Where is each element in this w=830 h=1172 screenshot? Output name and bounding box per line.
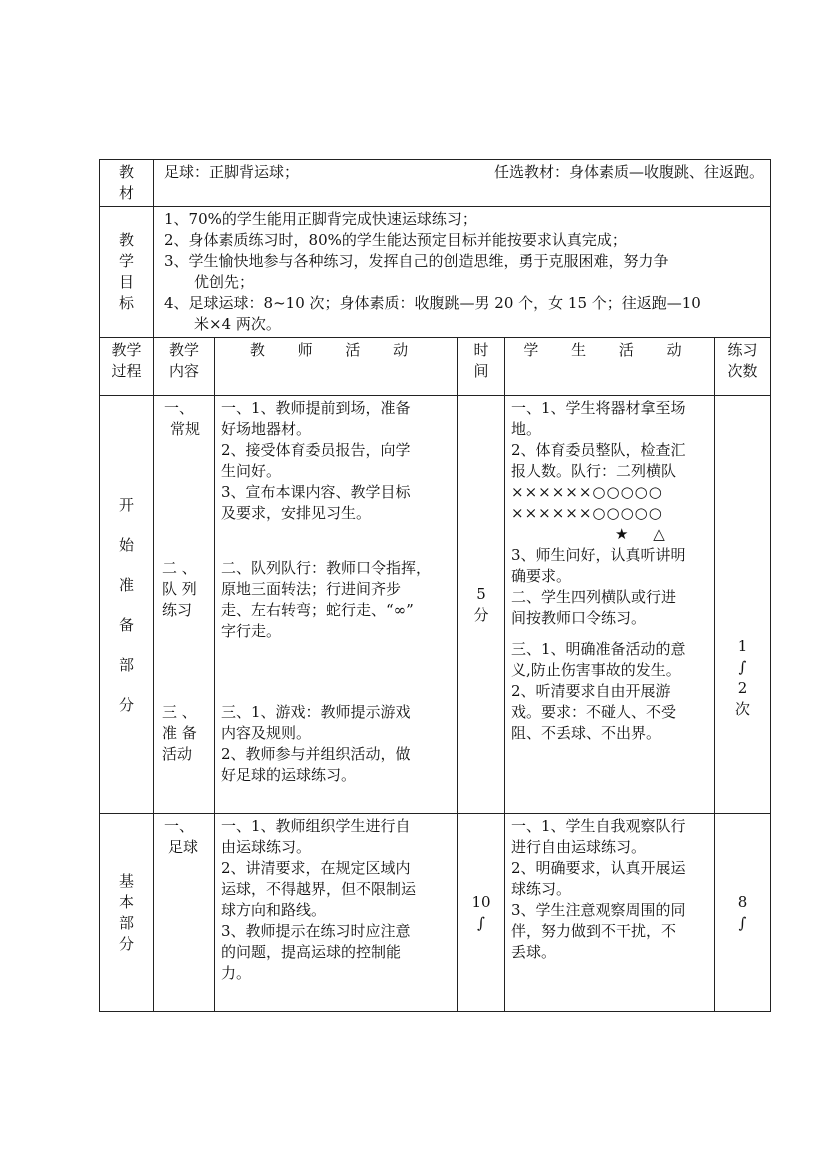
materials-label — [100, 160, 154, 207]
teacher-block — [221, 558, 451, 702]
goals-text — [154, 207, 771, 338]
goals-row — [100, 207, 771, 338]
section-start-practice — [715, 396, 771, 814]
goals-label — [100, 207, 154, 338]
student-line: 一、1、学生自我观察队行 — [511, 817, 686, 835]
formation-line: ××××××○○○○○ — [511, 483, 663, 501]
label-char: 教 — [118, 163, 134, 181]
header-text: 教学 — [168, 341, 199, 359]
time-text: 5 — [476, 584, 486, 603]
student-line: 进行自由运球练习。 — [511, 838, 647, 856]
practice-text: 次 — [734, 700, 750, 718]
header-teacher: 教 师 活 动 — [215, 338, 458, 396]
section-start-content — [154, 396, 215, 814]
section-basic-label — [100, 814, 154, 1012]
student-line: 确要求。 — [511, 567, 572, 585]
section-start-student — [505, 396, 715, 814]
student-line: 报人数。队行：二列横队 — [511, 462, 677, 480]
label-char: 本 — [118, 892, 134, 911]
content-text: 一、 — [164, 817, 195, 835]
student-line: 2、听清要求自由开展游 — [511, 682, 671, 700]
teacher-line: 2、教师参与并组织活动，做 — [221, 745, 411, 763]
student-line: 丢球。 — [511, 943, 557, 961]
materials-row — [100, 160, 771, 207]
teacher-line: 三、1、游戏：教师提示游戏 — [221, 703, 411, 721]
teacher-line: 由运球练习。 — [221, 838, 312, 856]
teacher-line: 3、宣布本课内容、教学目标 — [221, 483, 411, 501]
header-content — [154, 338, 215, 396]
label-char: 分 — [118, 934, 134, 953]
header-student: 学 生 活 动 — [505, 338, 715, 396]
teacher-line: 好足球的运球练习。 — [221, 766, 357, 784]
formation-markers — [511, 524, 708, 545]
header-text: 内容 — [168, 362, 199, 380]
student-line: 一、1、学生将器材拿至场 — [511, 399, 686, 417]
practice-text: ∫ — [738, 658, 747, 676]
content-block — [162, 398, 208, 558]
teacher-line: 2、讲清要求，在规定区域内 — [221, 859, 411, 877]
time-text: ∫ — [477, 913, 485, 932]
section-basic-student — [505, 814, 715, 1012]
star-icon: ★ — [615, 525, 629, 543]
lesson-plan-table — [99, 159, 771, 1012]
content-text: 常规 — [170, 420, 201, 438]
practice-text: ∫ — [738, 913, 747, 932]
formation-line: ××××××○○○○○ — [511, 504, 663, 522]
content-text: 三 、 — [162, 703, 197, 721]
time-text: 分 — [473, 605, 489, 624]
student-line: 球练习。 — [511, 880, 572, 898]
content-block — [162, 702, 208, 765]
teacher-line: 球方向和路线。 — [221, 901, 327, 919]
section-start-teacher — [215, 396, 458, 814]
goal-line: 4、足球运球：8~10 次；身体素质：收腹跳—男 20 个，女 15 个；往返跑—10 — [164, 294, 701, 312]
practice-text: 2 — [737, 679, 748, 697]
teacher-line: 生问好。 — [221, 462, 282, 480]
section-start-row — [100, 396, 771, 814]
header-practice — [715, 338, 771, 396]
student-line: 2、明确要求，认真开展运 — [511, 859, 686, 877]
content-text: 一、 — [164, 399, 195, 417]
goal-line: 3、学生愉快地参与各种练习，发挥自己的创造思维，勇于克服困难，努力争 — [164, 252, 669, 270]
teacher-line: 好场地器材。 — [221, 420, 312, 438]
header-text: 时 — [473, 341, 489, 359]
student-line: 地。 — [511, 420, 542, 438]
goal-line: 2、身体素质练习时，80%的学生能达预定目标并能按要求认真完成； — [164, 231, 627, 249]
label-char: 开 — [118, 495, 134, 514]
label-char: 准 — [118, 575, 134, 594]
teacher-line: 的问题，提高运球的控制能 — [221, 943, 402, 961]
content-text: 队 列 — [162, 580, 197, 598]
teacher-line: 一、1、教师组织学生进行自 — [221, 817, 411, 835]
section-basic-row — [100, 814, 771, 1012]
practice-text: 8 — [737, 892, 748, 911]
header-time — [458, 338, 505, 396]
student-line: 3、学生注意观察周围的同 — [511, 901, 686, 919]
label-char: 部 — [118, 913, 134, 932]
header-text: 次数 — [727, 362, 758, 380]
section-start-time — [458, 396, 505, 814]
content-text: 足球 — [168, 838, 199, 856]
label-char: 教 — [118, 231, 134, 249]
label-char: 备 — [118, 615, 134, 634]
header-text: 过程 — [111, 362, 142, 380]
label-char: 分 — [118, 695, 134, 714]
teacher-line: 及要求，安排见习生。 — [221, 504, 372, 522]
student-line: 三、1、明确准备活动的意 — [511, 640, 686, 658]
section-start-label — [100, 396, 154, 814]
content-text: 练习 — [162, 601, 193, 619]
label-char: 目 — [118, 273, 134, 291]
teacher-line: 2、接受体育委员报告，向学 — [221, 441, 411, 459]
student-line: 义,防止伤害事故的发生。 — [511, 661, 681, 679]
teacher-line: 走、左右转弯；蛇行走、“∞” — [221, 601, 414, 619]
header-row — [100, 338, 771, 396]
content-block — [162, 558, 208, 702]
label-char: 部 — [118, 655, 134, 674]
student-line: 伴，努力做到不干扰，不 — [511, 922, 677, 940]
time-text: 10 — [471, 892, 491, 911]
teacher-line: 力。 — [221, 964, 252, 982]
label-char: 标 — [118, 294, 134, 312]
student-line: 间按教师口令练习。 — [511, 609, 647, 627]
student-line: 戏。要求：不碰人、不受 — [511, 703, 677, 721]
teacher-line: 内容及规则。 — [221, 724, 312, 742]
section-basic-practice — [715, 814, 771, 1012]
triangle-icon: △ — [653, 525, 665, 543]
student-line: 二、学生四列横队或行进 — [511, 588, 677, 606]
section-basic-time — [458, 814, 505, 1012]
goal-line: 1、70%的学生能用正脚背完成快速运球练习； — [164, 210, 477, 228]
goal-line: 优创先； — [164, 273, 255, 291]
teacher-block — [221, 398, 451, 558]
teacher-line: 运球，不得越界，但不限制运 — [221, 880, 417, 898]
header-text: 练习 — [727, 341, 758, 359]
content-text: 准 备 — [162, 724, 197, 742]
student-line: 2、体育委员整队，检查汇 — [511, 441, 686, 459]
section-basic-teacher — [215, 814, 458, 1012]
header-process — [100, 338, 154, 396]
header-text: 间 — [473, 362, 489, 380]
teacher-line: 字行走。 — [221, 622, 282, 640]
student-line: 3、师生问好，认真听讲明 — [511, 546, 686, 564]
label-char: 基 — [118, 871, 134, 890]
materials-text — [154, 160, 771, 207]
teacher-line: 原地三面转法；行进间齐步 — [221, 580, 402, 598]
teacher-line: 3、教师提示在练习时应注意 — [221, 922, 411, 940]
section-basic-content — [154, 814, 215, 1012]
materials-left: 足球：正脚背运球； — [164, 163, 300, 181]
label-char: 学 — [118, 252, 134, 270]
practice-text: 1 — [737, 637, 748, 655]
header-text: 教学 — [111, 341, 142, 359]
label-char: 始 — [118, 535, 134, 554]
content-text: 活动 — [162, 745, 193, 763]
goal-line: 米×4 两次。 — [164, 315, 281, 333]
student-line: 阻、不丢球、不出界。 — [511, 724, 662, 742]
teacher-line: 一、1、教师提前到场，准备 — [221, 399, 411, 417]
label-char: 材 — [118, 184, 134, 202]
teacher-line: 二、队列队行：教师口令指挥， — [221, 559, 432, 577]
teacher-block — [221, 702, 451, 786]
materials-right: 任选教材：身体素质—收腹跳、往返跑。 — [493, 163, 764, 181]
content-text: 二 、 — [162, 559, 197, 577]
